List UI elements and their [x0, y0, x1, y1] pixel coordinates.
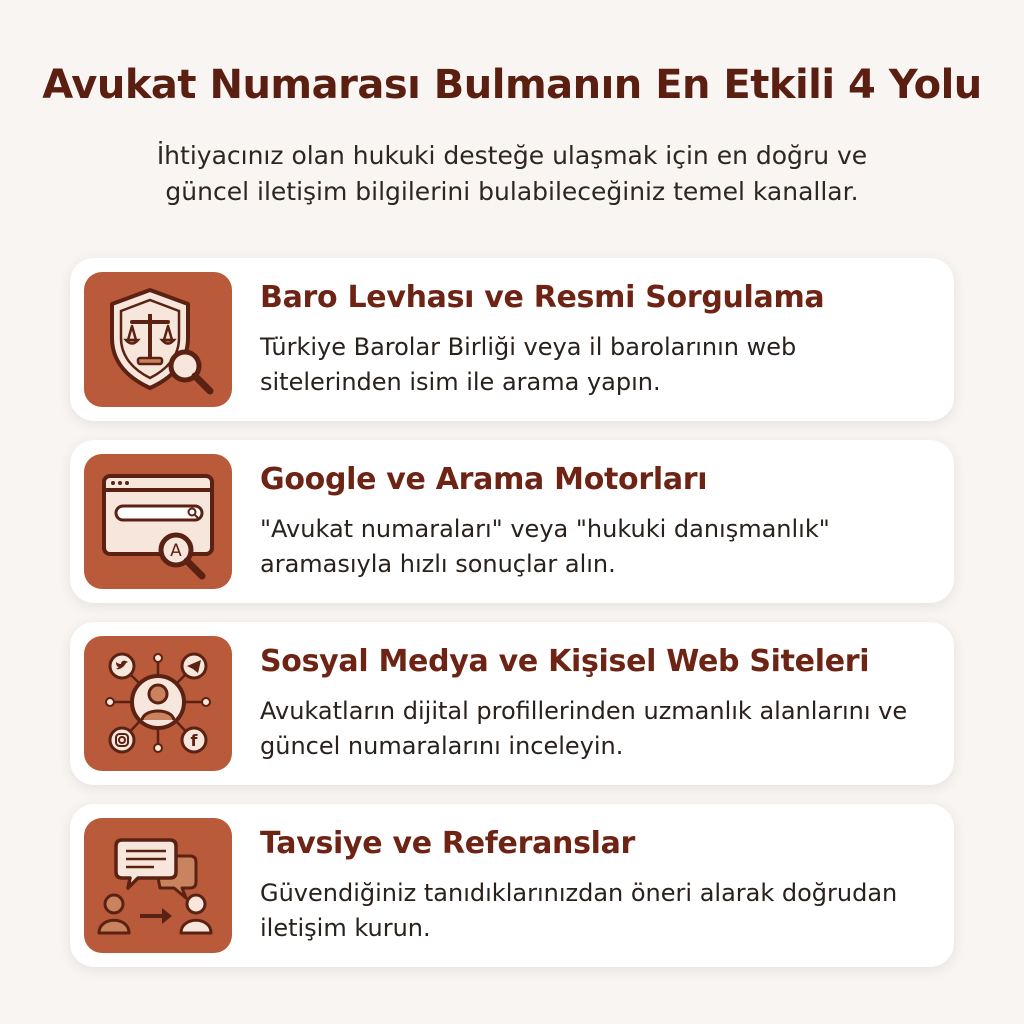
card-text: "Avukat numaraları" veya "hukuki danışmanlık" aramasıyla hızlı sonuçlar alın.	[260, 515, 830, 578]
page-subtitle: İhtiyacınız olan hukuki desteğe ulaşmak için en doğru ve güncel iletişim bilgilerini bulabileceğiniz temel kanallar.	[156, 141, 868, 206]
card-title: Sosyal Medya ve Kişisel Web Siteleri	[260, 644, 870, 679]
card-text: Avukatların dijital profillerinden uzmanlık alanlarını ve güncel numaralarını inceleyin.	[260, 697, 908, 760]
card-text: Güvendiğiniz tanıdıklarınızdan öneri alarak doğrudan iletişim kurun.	[260, 879, 898, 942]
shield-scales-magnifier-icon	[84, 272, 232, 407]
browser-search-icon	[84, 454, 232, 589]
svg-text:f: f	[190, 731, 198, 750]
card-title: Baro Levhası ve Resmi Sorgulama	[260, 280, 825, 315]
card-sosyal-medya	[70, 622, 954, 785]
card-tavsiye	[70, 804, 954, 967]
card-text: Türkiye Barolar Birliği veya il barolarının web sitelerinden isim ile arama yapın.	[260, 333, 797, 396]
page-title: Avukat Numarası Bulmanın En Etkili 4 Yolu	[42, 62, 982, 108]
svg-text:A: A	[170, 541, 182, 561]
card-baro-levhasi	[70, 258, 954, 421]
card-google	[70, 440, 954, 603]
card-title: Tavsiye ve Referanslar	[260, 826, 636, 861]
social-network-icon	[84, 636, 232, 771]
referral-chat-icon	[84, 818, 232, 953]
card-title: Google ve Arama Motorları	[260, 462, 708, 497]
